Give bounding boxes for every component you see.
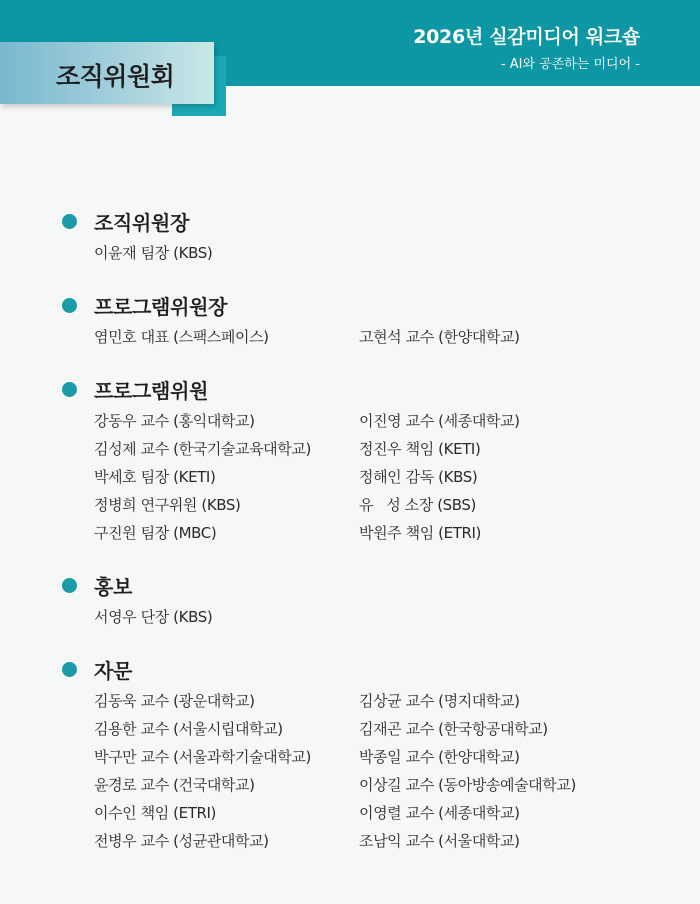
member-entry: 박종일 교수 (한양대학교): [359, 748, 520, 766]
workshop-title: 2026년 실감미디어 워크숍: [413, 26, 640, 48]
member-entry: 윤경로 교수 (건국대학교): [94, 776, 255, 794]
member-entry: 김동욱 교수 (광운대학교): [94, 692, 255, 710]
section-title: 자문: [94, 658, 133, 683]
bullet-dot-icon: [62, 214, 77, 229]
section-header: [62, 374, 682, 404]
committee-section: [62, 206, 682, 267]
member-entry: 김재곤 교수 (한국항공대학교): [359, 720, 548, 738]
member-entry: 박원주 책임 (ETRI): [359, 524, 481, 542]
section-header: [62, 206, 682, 236]
member-entry: 박세호 팀장 (KETI): [94, 468, 216, 486]
member-entry: 서영우 단장 (KBS): [94, 608, 213, 626]
member-entry: 김성제 교수 (한국기술교육대학교): [94, 440, 311, 458]
member-entry: 이진영 교수 (세종대학교): [359, 412, 520, 430]
section-header: [62, 654, 682, 684]
bullet-dot-icon: [62, 382, 77, 397]
member-entry: 박구만 교수 (서울과학기술대학교): [94, 748, 311, 766]
member-entry: 김상균 교수 (명지대학교): [359, 692, 520, 710]
workshop-subtitle: - AI와 공존하는 미디어 -: [500, 57, 640, 72]
page-title: 조직위원회: [56, 62, 175, 91]
member-entry: 염민호 대표 (스팩스페이스): [94, 328, 269, 346]
section-title: 조직위원장: [94, 210, 190, 235]
member-entry: 이영렬 교수 (세종대학교): [359, 804, 520, 822]
member-list: [62, 323, 682, 351]
section-title: 프로그램위원: [94, 378, 209, 403]
section-title: 프로그램위원장: [94, 294, 228, 319]
committee-list: [62, 206, 682, 878]
member-list: [62, 407, 682, 547]
member-entry: 유 성 소장 (SBS): [359, 496, 476, 514]
member-entry: 이수인 책임 (ETRI): [94, 804, 216, 822]
member-entry: 조남익 교수 (서울대학교): [359, 832, 520, 850]
member-entry: 구진원 팀장 (MBC): [94, 524, 217, 542]
member-entry: 이상길 교수 (동아방송예술대학교): [359, 776, 576, 794]
section-header: [62, 290, 682, 320]
committee-section: [62, 290, 682, 351]
member-list: [62, 239, 682, 267]
member-list: [62, 687, 682, 855]
member-entry: 정병희 연구위원 (KBS): [94, 496, 241, 514]
committee-section: [62, 654, 682, 855]
member-entry: 정진우 책임 (KETI): [359, 440, 481, 458]
member-entry: 전병우 교수 (성균관대학교): [94, 832, 269, 850]
member-entry: 정해인 감독 (KBS): [359, 468, 478, 486]
bullet-dot-icon: [62, 298, 77, 313]
member-entry: 이윤재 팀장 (KBS): [94, 244, 213, 262]
section-title: 홍보: [94, 574, 133, 599]
title-badge: [0, 42, 214, 104]
committee-section: [62, 570, 682, 631]
bullet-dot-icon: [62, 578, 77, 593]
member-list: [62, 603, 682, 631]
bullet-dot-icon: [62, 662, 77, 677]
committee-section: [62, 374, 682, 547]
member-entry: 강동우 교수 (홍익대학교): [94, 412, 255, 430]
member-entry: 김용한 교수 (서울시립대학교): [94, 720, 283, 738]
member-entry: 고현석 교수 (한양대학교): [359, 328, 520, 346]
section-header: [62, 570, 682, 600]
